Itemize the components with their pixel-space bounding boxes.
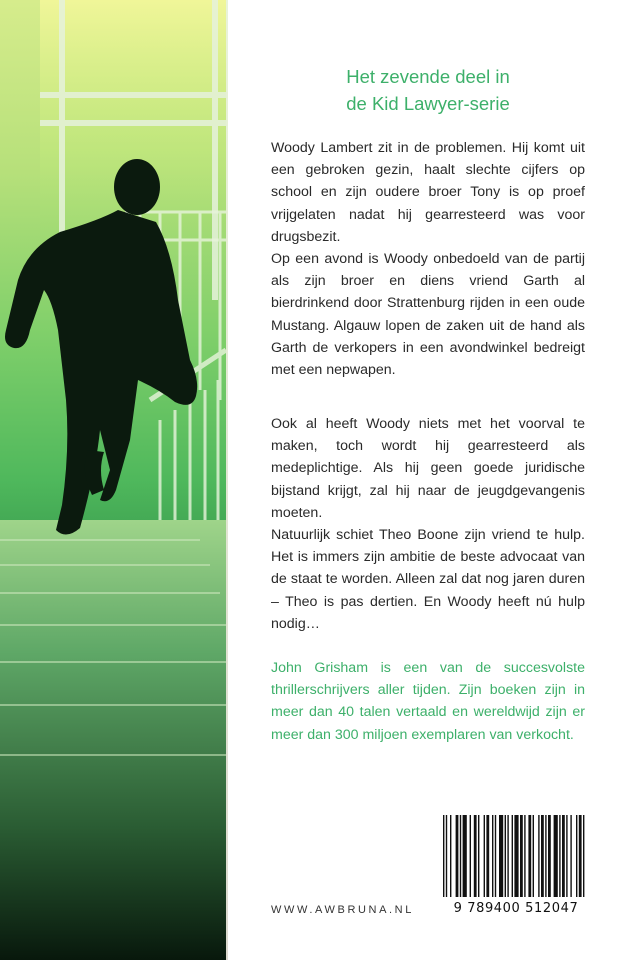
blurb-paragraph: Ook al heeft Woody niets met het voorval te maken, toch wordt hij gearresteerd als medeplichtige. Als hij geen goede juridische bijstand krijgt, zal hij naar de jeugdgevangenis moeten. (271, 416, 585, 521)
cover-photo (0, 0, 226, 960)
blurb-paragraph: Op een avond is Woody onbedoeld van de partij als zijn broer en diens vriend Garth al bierdrinkend door Strattenburg rijden in een oude Mustang. Algauw lopen de zaken uit de hand als Garth de verkopers in een avondwinkel bedreigt met een nepwapen. (271, 251, 585, 379)
author-bio-text: John Grisham is een van de succesvolste thrillerschrijvers aller tijden. Zijn boeken zijn in meer dan 40 talen vertaald en wereldwijd zijn er meer dan 300 miljoen exemplaren van verkocht. (271, 660, 585, 743)
blurb-paragraph: Woody Lambert zit in de problemen. Hij komt uit een gebroken gezin, haalt slechte cijfers op school en zijn oudere broer Tony is op proef vrijgelaten nadat hij gearresteerd was voor drugsbezit. (271, 140, 585, 245)
blurb-paragraph: Natuurlijk schiet Theo Boone zijn vriend te hulp. Het is immers zijn ambitie de beste advocaat van de staat te worden. Alleen zal dat nog jaren duren – Theo is pas dertien. En Woody heeft nú hulp nodig… (271, 527, 585, 632)
isbn-barcode (439, 813, 593, 923)
publisher-url: WWW.AWBRUNA.NL (271, 904, 414, 916)
subtitle-line: Het zevende deel in (346, 66, 510, 87)
subtitle-line: de Kid Lawyer-serie (346, 93, 510, 114)
isbn-barcode-image (439, 813, 593, 899)
blurb-block-2 (271, 413, 585, 635)
blurb-block-1 (271, 137, 585, 381)
boy-running-up-stairs-image (0, 0, 226, 960)
panel-divider (226, 0, 228, 960)
author-bio (271, 657, 585, 746)
isbn-number: 9 789400 512047 (453, 901, 579, 916)
series-subtitle (271, 63, 585, 117)
